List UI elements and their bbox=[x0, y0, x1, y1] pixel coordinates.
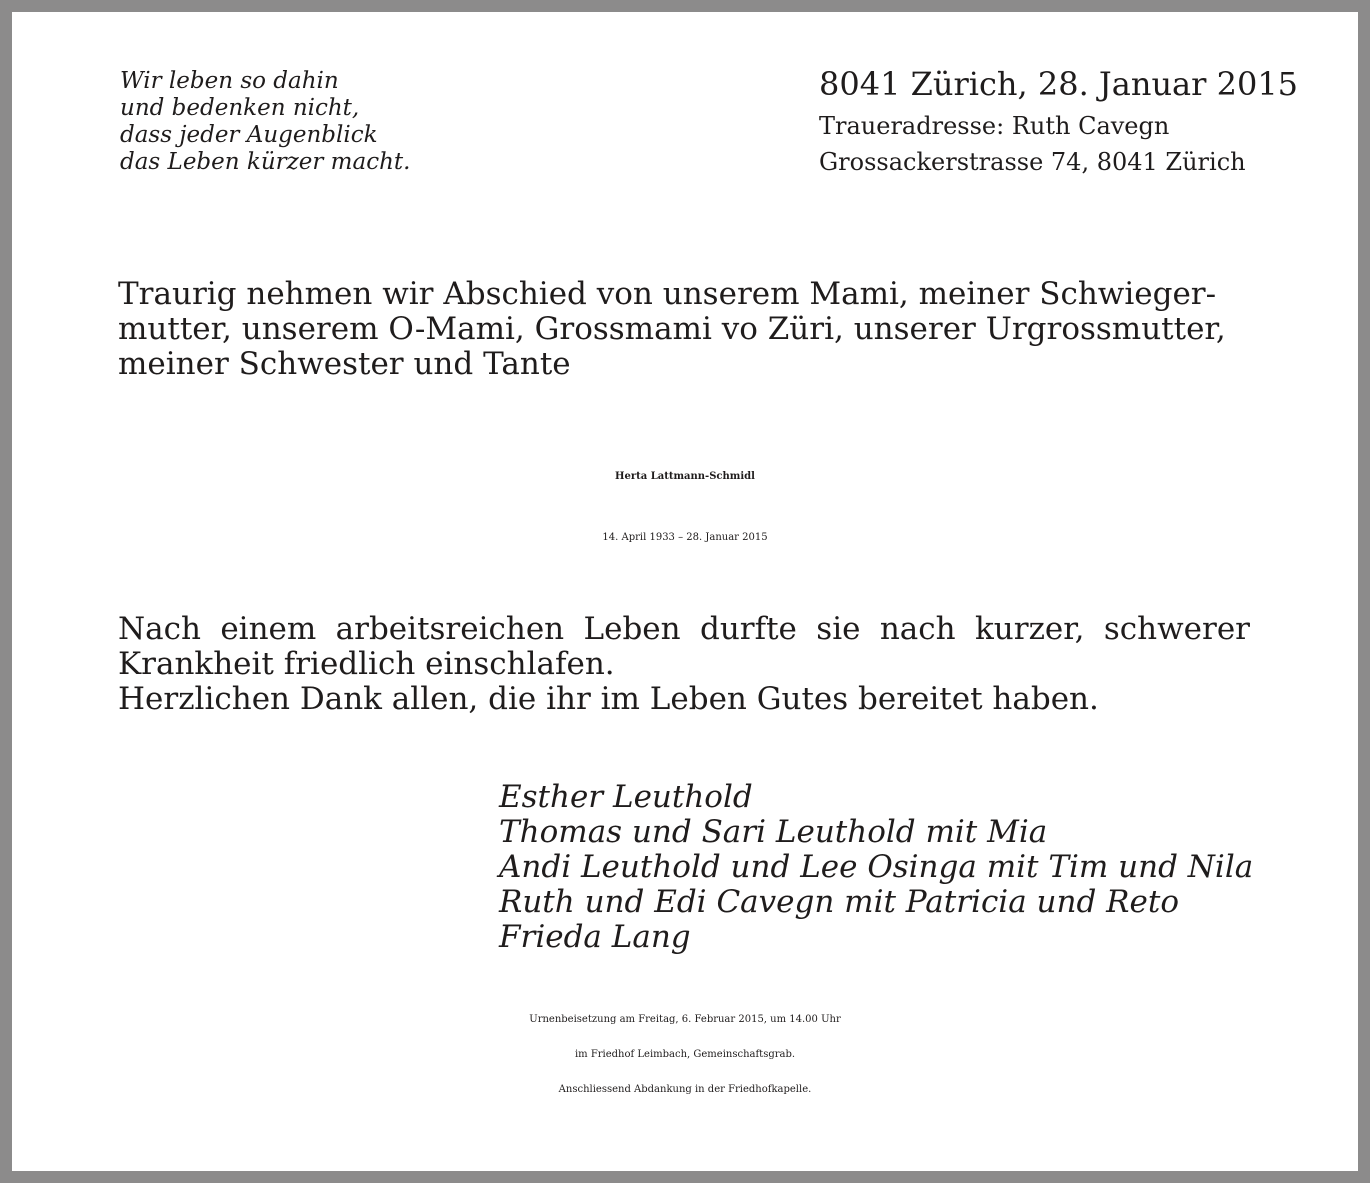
intro-line: Traurig nehmen wir Abschied von unserem Mami, meiner Schwieger- bbox=[118, 276, 1217, 312]
mourner-entry: Andi Leuthold und Lee Osinga mit Tim und Nila bbox=[499, 849, 1254, 885]
message-paragraph bbox=[118, 612, 1250, 717]
intro-paragraph bbox=[118, 277, 1254, 382]
mourner-entry: Frieda Lang bbox=[499, 919, 691, 955]
motto-line: das Leben kürzer macht. bbox=[120, 149, 411, 175]
service-line: Anschliessend Abdankung in der Friedhofkapelle. bbox=[558, 1084, 812, 1095]
place-and-date: 8041 Zürich, 28. Januar 2015 bbox=[819, 65, 1299, 103]
mourner-entry: Esther Leuthold bbox=[499, 779, 753, 815]
message-line: Krankheit friedlich einschlafen. bbox=[118, 646, 615, 682]
message-line: Nach einem arbeitsreichen Leben durfte sie nach kurzer, schwerer bbox=[118, 611, 1250, 647]
motto-line: dass jeder Augenblick bbox=[120, 122, 378, 148]
intro-line: meiner Schwester und Tante bbox=[118, 346, 571, 382]
mourner-entry: Ruth und Edi Cavegn mit Patricia und Reto bbox=[499, 884, 1179, 920]
deceased-name: Herta Lattmann-Schmidl bbox=[615, 471, 755, 482]
service-line: Urnenbeisetzung am Freitag, 6. Februar 2015, um 14.00 Uhr bbox=[529, 1014, 841, 1025]
service-details bbox=[12, 1002, 1358, 1107]
motto-line: Wir leben so dahin bbox=[120, 68, 339, 94]
intro-line: mutter, unserem O-Mami, Grossmami vo Züri, unserer Urgrossmutter, bbox=[118, 311, 1226, 347]
service-line: im Friedhof Leimbach, Gemeinschaftsgrab. bbox=[574, 1049, 796, 1060]
mourners-list bbox=[499, 780, 1253, 955]
motto-line: und bedenken nicht, bbox=[120, 95, 360, 121]
address-line: Grossackerstrasse 74, 8041 Zürich bbox=[819, 148, 1246, 176]
obituary-notice bbox=[12, 12, 1358, 1171]
mourner-entry: Thomas und Sari Leuthold mit Mia bbox=[499, 814, 1048, 850]
address-line: Traueradresse: Ruth Cavegn bbox=[819, 112, 1170, 140]
message-line: Herzlichen Dank allen, die ihr im Leben Gutes bereitet haben. bbox=[118, 681, 1099, 717]
mourning-address bbox=[819, 108, 1246, 180]
motto-verse bbox=[120, 68, 410, 176]
life-dates: 14. April 1933 – 28. Januar 2015 bbox=[602, 532, 768, 543]
